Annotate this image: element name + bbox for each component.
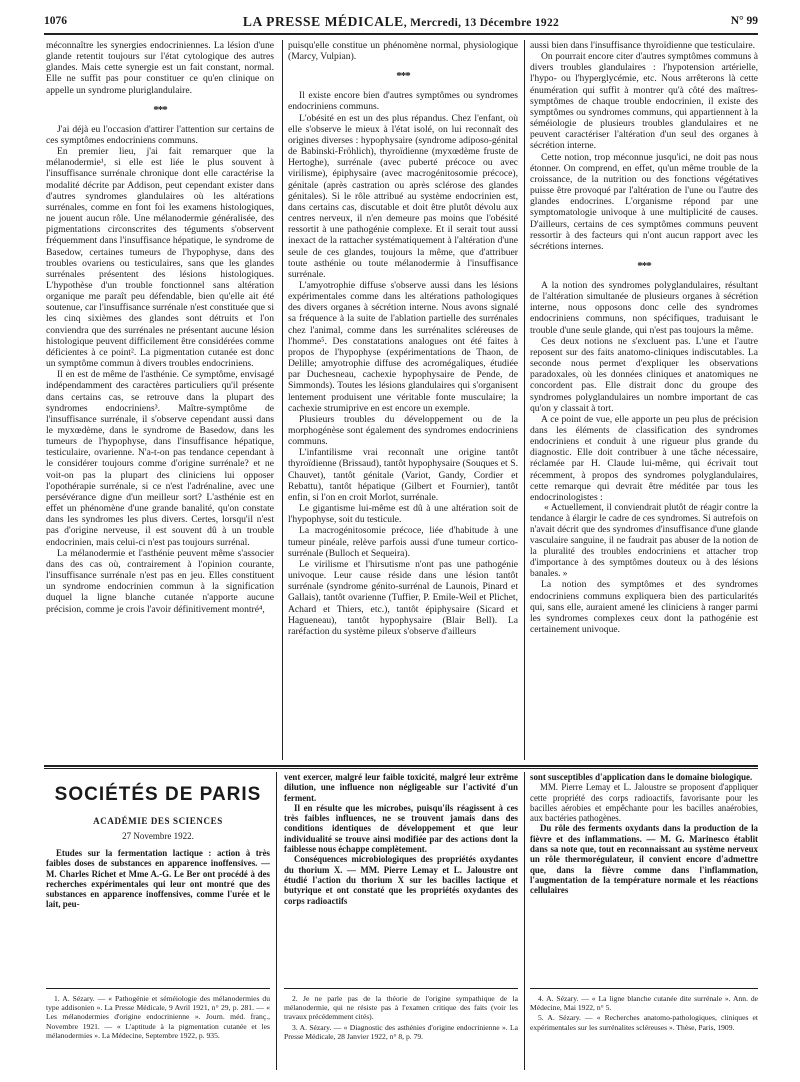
paragraph: La macrogénitosomie précoce, liée d'habitude à une tumeur pinéale, relève parfois aussi d'une tumeur cortico-surrénale (Bulloch et Sequeira). (288, 525, 518, 559)
paragraph: L'obésité en est un des plus répandus. Chez l'enfant, où elle s'observe le mieux à l'état isolé, on lui reconnaît des origines diverses : hypophysaire (syndrome adiposo-génital de Babinski-Fröhlich), thyroïdienne (myxœdème fruste de Hertoghe), surrénale (avec puberté précoce ou avec virilisme), épiphysaire (avec macrogénitosomie précoce), génitale (après castration ou après sclérose des glandes génitales). Si le rôle attribué au système endocrinien est, dans certains cas, discutable et doit être plutôt dévolu aux centres nerveux, il n'en demeure pas moins que l'obésité ressortit à une pathogénie complexe. Et il serait tout aussi inexact de la rattacher systématiquement à l'altération d'une seule de ces glandes, toujours la même, que d'attribuer toute asthénie ou toute mélanodermie à l'insuffisance surrénale. (288, 112, 518, 280)
academy-heading: ACADÉMIE DES SCIENCES (93, 816, 223, 826)
paragraph: La notion des symptômes et des syndromes endocriniens communs expliquera bien des particularités qui, sans elle, auraient amené les cliniciens à ranger parmi les syndromes complexes ceux dont la pathogénie est certainement univoque. (530, 579, 758, 636)
report-paragraph: Conséquences microbiologiques des propriétés oxydantes du thorium X. — MM. Pierre Lemay et L. Jaloustre ont étudié l'action du thorium X sur les bacilles lactique et butyrique et ont constaté que les propriétés oxydantes des corps radioactifs (284, 854, 518, 906)
societes-column-3 (530, 772, 758, 982)
footnotes-column-2 (284, 994, 518, 1074)
paragraph: Plusieurs troubles du développement ou de la morphogénèse sont également des syndromes endocriniens communs. (288, 413, 518, 448)
header-rule (44, 33, 758, 35)
societes-column-1 (46, 772, 270, 982)
paragraph: L'infantilisme vrai reconnaît une origine tantôt thyroïdienne (Brissaud), tantôt hypophysaire (Souques et S. Chauvet), tantôt génitale (Variot, Gandy, Cordier et Rebattu), tantôt hépatique (Gilbert et Fournier), tantôt enfin, si l'on en croit Morlot, surrénale. (288, 447, 518, 503)
footnote: 2. Je ne parle pas de la théorie de l'origine sympathique de la mélanodermie, qui ne résiste pas à l'examen critique des faits (voir les travaux précédemment cités). (284, 994, 518, 1022)
section-separator: *** (153, 103, 167, 116)
paragraph: Il existe encore bien d'autres symptômes ou syndromes endocriniens communs. (288, 90, 518, 113)
page-header (44, 11, 758, 29)
journal-title: LA PRESSE MÉDICALE (242, 14, 404, 29)
footnotes-column-3 (530, 994, 758, 1074)
report-paragraph: Etudes sur la fermentation lactique : action à très faibles doses de substances en apparence inoffensives. — M. Charles Richet et Mme A.-G. Le Ber ont procédé à des recherches expérimentales qui leur ont montré que des substances en apparence inoffensives, comme l'urée et le lait, peu- (46, 848, 270, 910)
issue-number: N° 99 (730, 15, 758, 27)
report-paragraph: sont susceptibles d'application dans le domaine biologique. (530, 772, 753, 782)
report-paragraph: vent exercer, malgré leur faible toxicité, malgré leur extrême dilution, une influence non négligeable sur l'activité d'un ferment. (284, 772, 518, 803)
column-rule-2 (524, 40, 525, 760)
issue-date: Mercredi, 13 Décembre 1922 (410, 17, 560, 29)
report-paragraph: Du rôle des ferments oxydants dans la production de la fièvre et des inflammations. — M. G. Marinesco établit dans sa note que, tout en reconnaissant au système nerveux un rôle thermorégulateur, il convient encore d'admettre que, dans la fièvre comme dans l'inflammation, l'augmentation de la température normale et les réactions cellulaires (530, 823, 758, 896)
paragraph: aussi bien dans l'insuffisance thyroïdienne que testiculaire. (530, 40, 756, 51)
paragraph: A la notion des syndromes polyglandulaires, résultant de l'altération simultanée de plusieurs organes à sécrétion interne, nous opposons donc celle des syndromes endocriniens communs, non spécifiques, traduisant le trouble d'une seule glande, qui n'est pas toujours la même. (530, 279, 758, 336)
footnote: 5. A. Sézary. — « Recherches anatomo-pathologiques, cliniques et expérimentales sur les surrénalites scléreuses ». Thèse, Paris, 1909. (530, 1013, 758, 1032)
bottom-column-rule-1 (276, 772, 277, 1070)
footnote: 1. A. Sézary. — « Pathogénie et séméiologie des mélanodermies du type addisonien ». La Presse Médicale, 9 Avril 1921, n° 29, p. 281. — « Les mélanodermies d'origine endocrinienne ». Journ. méd. franç., Novembre 1921. — « L'aptitude à la pigmentation cutanée et les mélanodermies ». La Médecine, Septembre 1922, p. 935. (46, 994, 270, 1040)
paragraph: Le virilisme et l'hirsutisme n'ont pas une pathogénie univoque. Leur cause réside dans une lésion tantôt surrénale (syndrome génito-surrénal de Launois, Pinard et Gallais), tantôt ovarienne (Tuffier, P. Emile-Weil et Plichet, Achard et Thiers, etc.), tantôt épiphysaire (Sicard et Hagueneau), tantôt hypophysaire (Blair Bell). La raréfaction du système pileux s'observe d'ailleurs (288, 558, 518, 637)
footnote: 4. A. Sézary. — « La ligne blanche cutanée dite surrénale ». Ann. de Médecine, Mai 1922, n° 5. (530, 994, 758, 1013)
paragraph: J'ai déjà eu l'occasion d'attirer l'attention sur certains de ces symptômes endocriniens communs. (46, 123, 274, 146)
article-column-2 (288, 40, 518, 760)
page-number: 1076 (44, 15, 67, 27)
report-paragraph: MM. Pierre Lemay et L. Jaloustre se proposent d'appliquer cette propriété des corps radioactifs, favorisante pour les bacilles aérobies et empêchante pour les bacilles anaérobies, aux bactéries pathogènes. (530, 782, 758, 824)
section-separator: *** (637, 259, 651, 272)
paragraph: Le gigantisme lui-même est dû à une altération soit de l'hypophyse, soit du testicule. (288, 503, 518, 526)
paragraph: On pourrait encore citer d'autres symptômes communs à divers troubles glandulaires : l'hypotension artérielle, l'hypo- ou l'hyperglycémie, etc. Nous arrêterons là cette énumération qui suffit à montrer qu'à côté des maîtres-symptômes de chaque trouble endocrinien, il existe des symptômes ou syndromes communs, qui appartiennent à la séméiologie de plusieurs troubles glandulaires et ne peuvent caractériser l'altération d'un seul des organes à sécrétion interne. (530, 51, 758, 152)
paragraph: L'amyotrophie diffuse s'observe aussi dans les lésions expérimentales comme dans les altérations pathologiques des divers organes à sécrétion interne. Nous avons signalé sa fréquence à la suite de l'ablation partielle des surrénales chez l'animal, comme dans les surrénalites scléreuses de l'homme⁵. Des constatations analogues ont été faites à propos de l'hypophyse (expérimentations de Thaon, de Delille; amyotrophie diffuse des acromégaliques, étudiée par Duchesneau, cachexie hypophysaire de Pende, de Simmonds). Toutes les lésions glandulaires qui s'organisent lentement produisent une véritable fonte musculaire; la cachexie strumiprive en est encore un exemple. (288, 279, 518, 414)
footnote-rule-3 (530, 988, 758, 989)
paragraph: Ces deux notions ne s'excluent pas. L'une et l'autre reposent sur des faits anatomo-cliniques indiscutables. La seconde nous permet d'expliquer les observations paradoxales, où les données cliniques et anatomiques ne concordent pas. Elle distrait donc du groupe des syndromes polyglandulaires un nombre important de cas qu'on y classait à tort. (530, 335, 758, 414)
paragraph: méconnaître les synergies endocriniennes. La lésion d'une glande retentit toujours sur l'état cytologique des autres glandes. Mais cette synergie est un fait constant, normal. Elle ne suffit pas pour constituer ce qu'en clinique on appelle un syndrome pluriglandulaire. (46, 40, 274, 96)
section-separator: *** (396, 70, 410, 83)
section-title: SOCIÉTÉS DE PARIS (54, 784, 262, 805)
paragraph: puisqu'elle constitue un phénomène normal, physiologique (Marcy, Vulpian). (288, 40, 518, 63)
paragraph: La mélanodermie et l'asthénie peuvent même s'associer dans des cas où, contrairement à l'opinion courante, l'insuffisance surrénale n'est pas en jeu. Elles constituent un syndrome endocrinien commun à la signification duquel la ligne blanche cutanée n'apporte aucune précision, comme je crois l'avoir définitivement montré⁴, (46, 547, 274, 615)
section-divider-thin (44, 768, 758, 769)
footnotes-column-1 (46, 994, 270, 1074)
paragraph: En premier lieu, j'ai fait remarquer que la mélanodermie¹, si elle est liée le plus souvent à l'insuffisance surrénale chronique dont elle caractérise la modalité décrite par Addison, peut cependant exister dans d'autres syndromes glandulaires où les altérations surrénales, comme en font foi les examens histologiques, ne jouent aucun rôle. Une mélanodermie généralisée, des pigmentations circonscrites des téguments s'observent fréquemment dans l'insuffisance hépatique, le syndrome de Basedow, certaines tumeurs de l'hypophyse, dans des troubles ovariens ou testiculaires, sans que les glandes surrénales présentent des lésions histologiques. L'hypothèse d'un trouble fonctionnel sans altération organique me paraît peu défendable, bien qu'elle ait été soutenue, car l'insuffisance surrénale n'est constituée que si les cinq sixièmes des glandes sont détruits et l'on conviendra que des surrénales ne présentant aucune lésion histologique peuvent difficilement être considérées comme déficientes à ce point². La pigmentation cutanée est donc un symptôme commun à divers troubles endocriniens. (46, 146, 274, 370)
paragraph: Il en est de même de l'asthénie. Ce symptôme, envisagé indépendamment des caractères particuliers qu'il présente dans certains cas, se retrouve dans la plupart des syndromes endocriniens³. Maître-symptôme de l'insuffisance surrénale, il s'observe cependant aussi dans le myxœdème, dans le syndrome de Basedow, dans les tumeurs de l'hypophyse, dans l'insuffisance hépatique, testiculaire, ovarienne. N'a-t-on pas tendance cependant à le considérer toujours comme d'origine surrénale? et ne voit-on pas la plupart des cliniciens lui opposer l'opothérapie surrénale, si ce n'est l'adrénaline, avec une persévérance digne d'un meilleur sort? L'asthénie est en effet un phénomène d'une grande banalité, qu'on constate dans les syndromes les plus divers. Certes, lorsqu'il n'est pas d'origine nerveuse, il est souvent dû à un trouble endocrinien, mais celui-ci n'est pas toujours surrénal. (46, 369, 274, 548)
column-rule-1 (282, 40, 283, 760)
article-column-1 (46, 40, 274, 760)
footnote-rule-2 (284, 988, 518, 989)
paragraph: A ce point de vue, elle apporte un peu plus de précision dans les éléments de classification des syndromes endocriniens et conduit à une rigueur plus grande du diagnostic. Elle doit contribuer à une tâche nécessaire, réclamée par H. Claude lui-même, qui écrivait tout récemment, à propos des syndromes polyglandulaires, cette remarque qui devrait être méditée par tous les endocrinologistes : (530, 413, 758, 503)
quotation: « Actuellement, il conviendrait plutôt de réagir contre la tendance à élargir le cadre de ces syndromes. Si autrefois on n'avait décrit que des syndromes d'insuffisance d'une glande vasculaire sanguine, il ne faudrait pas abuser de la notion de la pluralité des troubles endocriniens et attacher trop d'importance à des symptômes douteux ou à des lésions banales. » (530, 503, 758, 579)
societes-column-2 (284, 772, 518, 982)
bottom-column-rule-2 (524, 772, 525, 1070)
session-date: 27 Novembre 1922. (122, 831, 194, 841)
paragraph: Cette notion, trop méconnue jusqu'ici, ne doit pas nous étonner. On comprend, en effet, qu'un même trouble de la croissance, de la nutrition ou des fonctions végétatives puisse être provoqué par l'altération de l'une ou l'autre des glandes endocrines. L'organisme répond par une symptomatologie univoque à une multiplicité de causes. D'ailleurs, certains de ces symptômes communs peuvent ressortir à des facteurs qui n'ont aucun rapport avec les sécrétions internes. (530, 151, 758, 252)
masthead: LA PRESSE MÉDICALE, Mercredi, 13 Décembre 1922 (242, 14, 560, 29)
footnote-rule-1 (46, 988, 270, 989)
report-paragraph: Il en résulte que les microbes, puisqu'ils réagissent à ces très faibles influences, ne se trouvent jamais dans des conditions identiques de développement et que leur individualité se trouve ainsi modifiée par des actions dont la faiblesse nous échappe complètement. (284, 802, 518, 855)
article-column-3 (530, 40, 758, 760)
section-divider (44, 765, 758, 767)
footnote: 3. A. Sézary. — « Diagnostic des asthénies d'origine endocrinienne ». La Presse Médicale, 28 Janvier 1922, n° 8, p. 79. (284, 1022, 518, 1041)
